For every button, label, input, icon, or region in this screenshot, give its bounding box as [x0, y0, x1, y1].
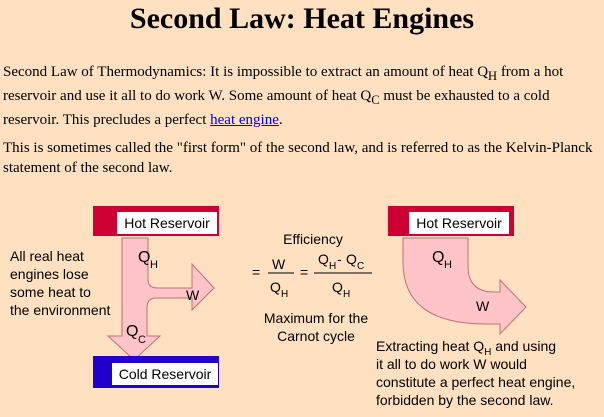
eq-qh-den1-q: Q — [270, 279, 281, 295]
heat-engine-link[interactable]: heat engine — [210, 112, 279, 128]
w-right: W — [476, 298, 490, 314]
eq-qh-num-q: Q — [318, 251, 329, 267]
para1-text-d: . — [278, 112, 283, 128]
para1-text-a: Second Law of Thermodynamics: It is impossible to extract an amount of heat Q — [3, 64, 489, 80]
max-note-line-1: Maximum for the — [263, 310, 369, 326]
para1-sub-c: C — [371, 93, 380, 107]
eq-minus: - — [337, 251, 342, 267]
qh-right-sub: H — [444, 259, 452, 271]
left-note-line-2: engines lose — [10, 266, 89, 282]
left-note-line-1: All real heat — [10, 248, 84, 264]
para1-text-b: from a hot reservoir and use it all to do work W. Some amount of heat Q — [3, 64, 564, 104]
eq-qh-den2-q: Q — [332, 279, 343, 295]
right-note-sub-h: H — [484, 347, 492, 358]
qh-left-q: Q — [138, 249, 151, 266]
right-note-line-3: constitute a perfect heat engine, — [376, 374, 576, 390]
eq-equals-2: = — [300, 264, 309, 280]
hot-reservoir-right-label: Hot Reservoir — [416, 215, 502, 231]
para1-text-c: must be exhausted to a cold reservoir. This precludes a perfect — [3, 88, 550, 128]
heat-flow-arrow-right — [403, 238, 526, 334]
qc-left-sub: C — [138, 334, 146, 346]
cold-reservoir-label: Cold Reservoir — [118, 366, 212, 382]
right-note-line-4: forbidden by the second law. — [376, 392, 554, 408]
eq-qh-den1-sub: H — [281, 289, 289, 300]
right-note-line-1a: Extracting heat Q — [376, 338, 485, 354]
eq-w: W — [272, 256, 286, 272]
eq-qc-num-q: Q — [346, 251, 357, 267]
right-note-line-2: it all to do work W would — [376, 356, 527, 372]
kelvin-planck-note: This is sometimes called the "first form" of the second law, and is referred to as the Kelvin-Planck statement of the second law. — [3, 140, 593, 176]
eq-qh-num-sub: H — [329, 261, 337, 272]
max-note-line-2: Carnot cycle — [277, 328, 355, 344]
hot-reservoir-left-label: Hot Reservoir — [124, 215, 210, 231]
page-title: Second Law: Heat Engines — [129, 2, 475, 35]
second-law-statement — [3, 62, 601, 130]
efficiency-label: Efficiency — [283, 231, 343, 247]
left-note-line-3: some heat to — [10, 284, 91, 300]
qc-left-q: Q — [126, 323, 139, 340]
qh-left-sub: H — [150, 259, 158, 271]
eq-equals-1: = — [252, 264, 261, 280]
right-note-line-1b: and using — [491, 338, 557, 354]
qh-right-q: Q — [432, 249, 445, 266]
para1-sub-h: H — [488, 69, 498, 83]
left-note-line-4: the environment — [10, 302, 111, 318]
w-left: W — [186, 287, 200, 303]
right-note-line-1 — [376, 338, 556, 358]
heat-engine-diagram — [0, 196, 604, 417]
eq-qh-den2-sub: H — [343, 289, 351, 300]
eq-qc-num-sub: C — [357, 261, 365, 272]
